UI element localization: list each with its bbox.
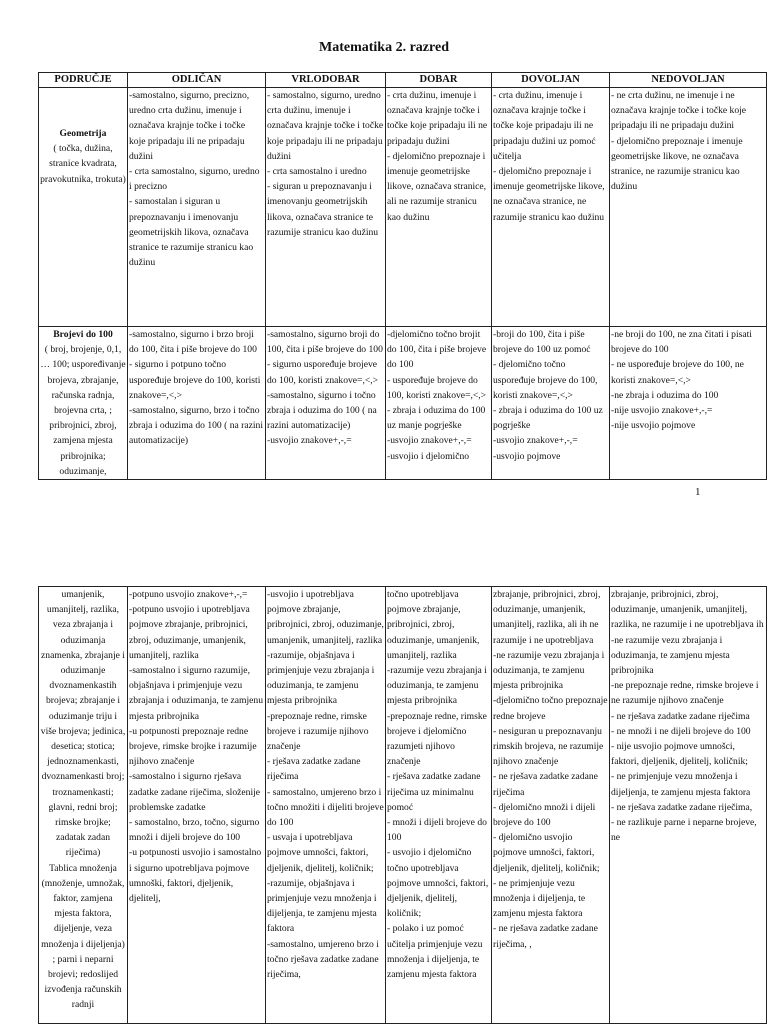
area-description: umanjenik, umanjitelj, razlika, veza zbrajanja i oduzimanja znamenka, zbrajanje i oduzimanje dvoznamenkastih brojeva; zbrajanje i oduzimanje triju i više brojeva; jedinica, desetica; stotica; jednoznamenkasti, dvoznamenkasti broj; troznamenkasti; glavni, redni broj; rimske brojke; zadatak zadan riječima) Tablica množenja (množenje, umnožak, faktor, zamjena mjesta faktora, dijeljenje, veza množenja i dijeljenja) ; parni i neparni brojevi; redoslijed izvođenja računskih radnji [40, 589, 126, 1011]
grading-table-page-1 [38, 72, 767, 480]
cell-text: točno upotrebljava pojmove zbrajanje, pribrojnici, zbroj, oduzimanje, umanjenik, umanjitelj, razlika -razumije vezu zbrajanja i oduzimanja, te zamjenu mjesta pribrojnika -prepoznaje redne, rimske brojeve i djelomično razumjeti njihovo značenje - rješava zadatke zadane riječima uz minimalnu pomoć - množi i dijeli brojeve do 100 - usvojio i djelomično točno upotrebljava pojmove umnošci, faktori, djeljenik, djelitelj, količnik; - polako i uz pomoć učitelja primjenjuje vezu množenja i dijeljenja, te zamjenu mjesta faktora [387, 589, 489, 981]
cell-dobar [386, 587, 492, 1024]
cell-text: -potpuno usvojio znakove+,-,= -potpuno usvojio i upotrebljava pojmove zbrajanje, pribrojnici, zbroj, oduzimanje, umanjenik, umanjitelj, razlika -samostalno i sigurno razumije, objašnjava i primjenjuje vezu zbrajanja i oduzimanja, te zamjenu mjesta pribrojnika -u potpunosti prepoznaje redne brojeve, rimske brojke i razumije njihovo značenje -samostalno i sigurno rješava zadatke zadane riječima, složenije problemske zadatke - samostalno, brzo, točno, sigurno množi i dijeli brojeve do 100 -u potpunosti usvojio i samostalno i sigurno upotrebljava pojmove umnoški, faktori, djeljenik, djelitelj, [129, 589, 263, 905]
cell-nedovoljan [610, 88, 767, 327]
cell-dovoljan [492, 587, 610, 1024]
area-cell [39, 327, 128, 480]
cell-odlican [128, 587, 266, 1024]
header-odlican: ODLIČAN [128, 73, 266, 88]
cell-text: -broji do 100, čita i piše brojeve do 100 uz pomoć - djelomično točno uspoređuje brojeve do 100, koristi znakove=,<,> - zbraja i oduzima do 100 uz pogrješke -usvojio znakove+,-,= -usvojio pojmove [493, 329, 603, 462]
cell-text: - crta dužinu, imenuje i označava krajnje točke i točke koje pripadaju ili ne pripadaju dužini uz pomoć učitelja - djelomično prepoznaje i imenuje geometrijske likove, ne označava stranice, ne razumije stranicu kao dužinu [493, 90, 605, 223]
table-row-brojevi [39, 327, 767, 480]
grading-table-page-2 [38, 586, 767, 1024]
cell-dobar [386, 327, 492, 480]
table-row-brojevi-continued [39, 587, 767, 1024]
cell-text: -usvojio i upotrebljava pojmove zbrajanje, pribrojnici, zbroj, oduzimanje, umanjenik, umanjitelj, razlika -razumije, objašnjava i primjenjuje vezu zbrajanja i oduzimanja, te zamjenu mjesta pribrojnika -prepoznaje redne, rimske brojeve i razumije njihovo značenje - rješava zadatke zadane riječima - samostalno, umjereno brzo i točno množiti i dijeliti brojeve do 100 - usvaja i upotrebljava pojmove umnošci, faktori, djeljenik, djelitelj, količnik; -razumije, objašnjava i primjenjuje vezu množenja i dijeljenja, te zamjenu mjesta faktora -samostalno, umjereno brzo i točno rješava zadatke zadane riječima, [267, 589, 384, 981]
cell-text: -samostalno, sigurno, precizno, uredno crta dužinu, imenuje i označava krajnje točke i točke koje pripadaju ili ne pripadaju dužini - crta samostalno, sigurno, uredno i precizno - samostalan i siguran u prepoznavanju i imenovanju geometrijskih likova, označava stranice te razumije stranicu kao dužinu [129, 90, 260, 269]
page-number: 1 [695, 486, 701, 498]
header-vrlodobar: VRLODOBAR [266, 73, 386, 88]
header-podrucje: PODRUČJE [39, 73, 128, 88]
header-nedovoljan: NEDOVOLJAN [610, 73, 767, 88]
cell-text: zbrajanje, pribrojnici, zbroj, oduzimanje, umanjenik, umanjitelj, razlika, ne razumije i ne upotrebljava ih -ne razumije vezu zbrajanja i oduzimanja, te zamjenu mjesta pribrojnika -ne prepoznaje redne, rimske brojeve i ne razumije njihovo značenje - ne rješava zadatke zadane riječima - ne množi i ne dijeli brojeve do 100 - nije usvojio pojmove umnošci, faktori, djeljenik, djelitelj, količnik; - ne primjenjuje vezu množenja i dijeljenja, te zamjenu mjesta faktora - ne rješava zadatke zadane riječima, - ne razlikuje parne i neparne brojeve, ne [611, 589, 764, 844]
cell-vrlodobar [266, 587, 386, 1024]
cell-dovoljan [492, 88, 610, 327]
table-header-row [39, 73, 767, 88]
cell-text: - crta dužinu, imenuje i označava krajnje točke i točke koje pripadaju ili ne pripadaju dužini - djelomično prepoznaje i imenuje geometrijske likove, označava stranice, ali ne razumije stranicu kao dužinu [387, 90, 488, 223]
cell-dovoljan [492, 327, 610, 480]
cell-vrlodobar [266, 327, 386, 480]
header-dovoljan: DOVOLJAN [492, 73, 610, 88]
page-title: Matematika 2. razred [319, 40, 449, 55]
cell-text: - samostalno, sigurno, uredno crta dužinu, imenuje i označava krajnje točke i točke koje pripadaju ili ne pripadaju dužini - crta samostalno i uredno - siguran u prepoznavanju i imenovanju geometrijskih likova, označava stranice te razumije stranicu kao dužinu [267, 90, 384, 238]
cell-odlican [128, 88, 266, 327]
area-description: ( točka, dužina, stranice kvadrata, pravokutnika, trokuta) [40, 143, 126, 185]
cell-odlican [128, 327, 266, 480]
cell-vrlodobar [266, 88, 386, 327]
area-name: Geometrija [59, 128, 107, 139]
cell-text: -djelomično točno brojit do 100, čita i piše brojeve do 100 - uspoređuje brojeve do 100, koristi znakove=,<,> - zbraja i oduzima do 100 uz manje pogrješke -usvojio znakove+,-,= -usvojio i djelomično [387, 329, 487, 462]
area-name: Brojevi do 100 [53, 329, 113, 340]
cell-text: - ne crta dužinu, ne imenuje i ne označava krajnje točke i točke koje pripadaju ili ne pripadaju dužini - djelomično prepoznaje i imenuje geometrijske likove, ne označava stranice, ne razumije stranicu kao dužinu [611, 90, 747, 193]
table-row-geometrija [39, 88, 767, 327]
cell-text: -samostalno, sigurno i brzo broji do 100, čita i piše brojeve do 100 - sigurno i potpuno točno uspoređuje brojeve do 100, koristi znakove=,<,> -samostalno, sigurno, brzo i točno zbraja i oduzima do 100 ( na razini automatizacije) [129, 329, 263, 447]
cell-text: -ne broji do 100, ne zna čitati i pisati brojeve do 100 - ne uspoređuje brojeve do 100, ne koristi znakove=,<,> -ne zbraja i oduzima do 100 -nije usvojio znakove+,-,= -nije usvojio pojmove [611, 329, 752, 432]
area-description: ( broj, brojenje, 0,1, … 100; uspoređivanje brojeva, zbrajanje, računska radnja, brojevna crta, ; pribrojnici, zbroj, zamjena mjesta pribrojnika; oduzimanje, [40, 344, 126, 477]
area-cell [39, 587, 128, 1024]
cell-nedovoljan [610, 327, 767, 480]
area-cell [39, 88, 128, 327]
header-dobar: DOBAR [386, 73, 492, 88]
cell-dobar [386, 88, 492, 327]
cell-text: -samostalno, sigurno broji do 100, čita i piše brojeve do 100 - sigurno uspoređuje brojeve do 100, koristi znakove=,<,> -samostalno, sigurno i točno zbraja i oduzima do 100 ( na razini automatizacije) -usvojio znakove+,-,= [267, 329, 383, 447]
cell-text: zbrajanje, pribrojnici, zbroj, oduzimanje, umanjenik, umanjitelj, razlika, ali ih ne razumije i ne upotrebljava -ne razumije vezu zbrajanja i oduzimanja, te zamjenu mjesta pribrojnika -djelomično točno prepoznaje redne brojeve - nesiguran u prepoznavanju rimskih brojeva, ne razumije njihovo značenje - ne rješava zadatke zadane riječima - djelomično množi i dijeli brojeve do 100 - djelomično usvojio pojmove umnošci, faktori, djeljenik, djelitelj, količnik; - ne primjenjuje vezu množenja i dijeljenja, te zamjenu mjesta faktora - ne rješava zadatke zadane riječima, , [493, 589, 608, 950]
cell-nedovoljan [610, 587, 767, 1024]
